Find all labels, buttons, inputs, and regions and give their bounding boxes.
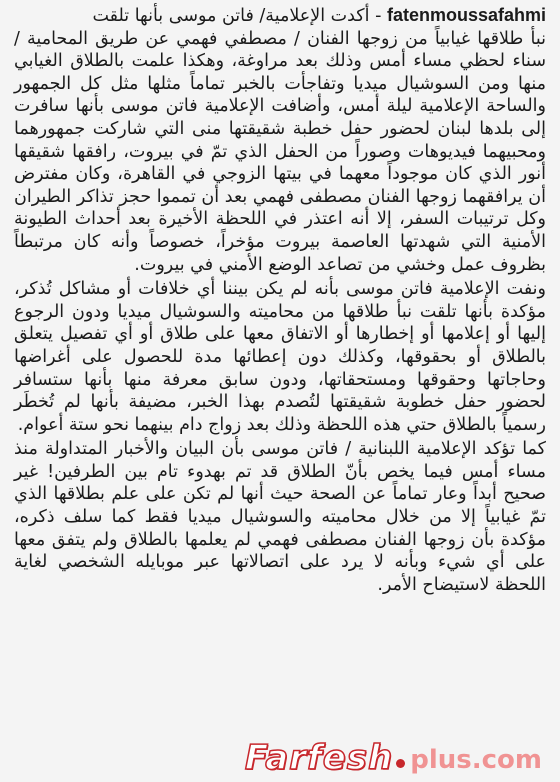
caption-first-line-text: أكدت الإعلامية/ فاتن موسى بأنها تلقت	[92, 6, 370, 26]
watermark-dot-icon	[396, 759, 405, 768]
caption-first-line	[14, 4, 546, 28]
username-separator: -	[369, 6, 387, 26]
caption-paragraph-2: ونفت الإعلامية فاتن موسى بأنه لم يكن بيننا أي خلافات أو مشاكل تُذكر، مؤكدة بأنها تلقت نبأ طلاقها من محاميته والسوشيال ميديا ودون الرجوع إليها أو إعلامها أو إخطارها أو الاتفاق معها على طلاق أو أي تفصيل يتعلق بالطلاق أو بحقوقها، وكذلك دون إعطائها مدة للحصول على أغراضها وحاجاتها وحقوقها ومستحقاتها، ودون سابق معرفة منها بأنها ستسافر لحضور حفل خطوبة شقيقتها لتُصدم بهذا الخبر، مضيفة بأنها لم تُخطَر رسمياً بالطلاق حتي هذه اللحظة وذلك بعد زواج دام بينهما نحو ستة أعوام.	[14, 279, 546, 435]
username-link[interactable]: fatenmoussafahmi	[386, 5, 546, 25]
watermark-sub-text: plus.com	[410, 745, 542, 775]
caption-paragraph-3: كما تؤكد الإعلامية اللبنانية / فاتن موسى بأن البيان والأخبار المتداولة منذ مساء أمس فيما يخص بأنّ الطلاق قد تم بهدوء تام بين الطرفين! غير صحيح أبداً وعار تماماً عن الصحة حيث أنها لم تكن على علم بطلاقها الذي تمّ غيابياً إلا من خلال محاميته والسوشيال ميديا فقط كما سلف ذكره، مؤكدة بأن زوجها الفنان مصطفى فهمي لم يعلمها بالطلاق ولم يتفق معها على أي شيء وبأنه لا يرد على اتصالاتها عبر موبايله الشخصي لغاية اللحظة لاستيضاح الأمر.	[14, 439, 546, 595]
watermark-main-text: Farfesh	[244, 738, 394, 778]
caption-paragraph-1: نبأ طلاقها غيابياً من زوجها الفنان / مصطفي فهمي عن طريق المحامية / سناء لحظي مساء أمس وذلك بعد مراوغة، وهكذا علمت بالطلاق الغيابي منها ومن السوشيال ميديا وتفاجأت بالخبر تماماً مثلها مثل كل الجمهور والساحة الإعلامية ليلة أمس، وأضافت الإعلامية فاتن موسى بأنها سافرت إلى بلدها لبنان لحضور حفل خطبة شقيقتها منى التي شاركت جمهورهما ومحبيهما فيديوهات وصوراً من الحفل الذي تمّ في بيروت، رافقها شقيقها أنور الذي كان موجوداً معهما في بيتها الزوجي في القاهرة، وكان مفترض أن يرافقهما زوجها الفنان مصطفى فهمي بعد أن تمموا حجز تذاكر الطيران وكل ترتيبات السفر، إلا أنه اعتذر في اللحظة الأخيرة بعد أحداث الطيونة الأمنية التي شهدتها العاصمة بيروت مؤخراً، خصوصاً وأنه كان مرتبطاً بظروف عمل وخشي من تصاعد الوضع الأمني في بيروت.	[14, 28, 546, 275]
farfesh-plus-watermark	[245, 738, 542, 778]
